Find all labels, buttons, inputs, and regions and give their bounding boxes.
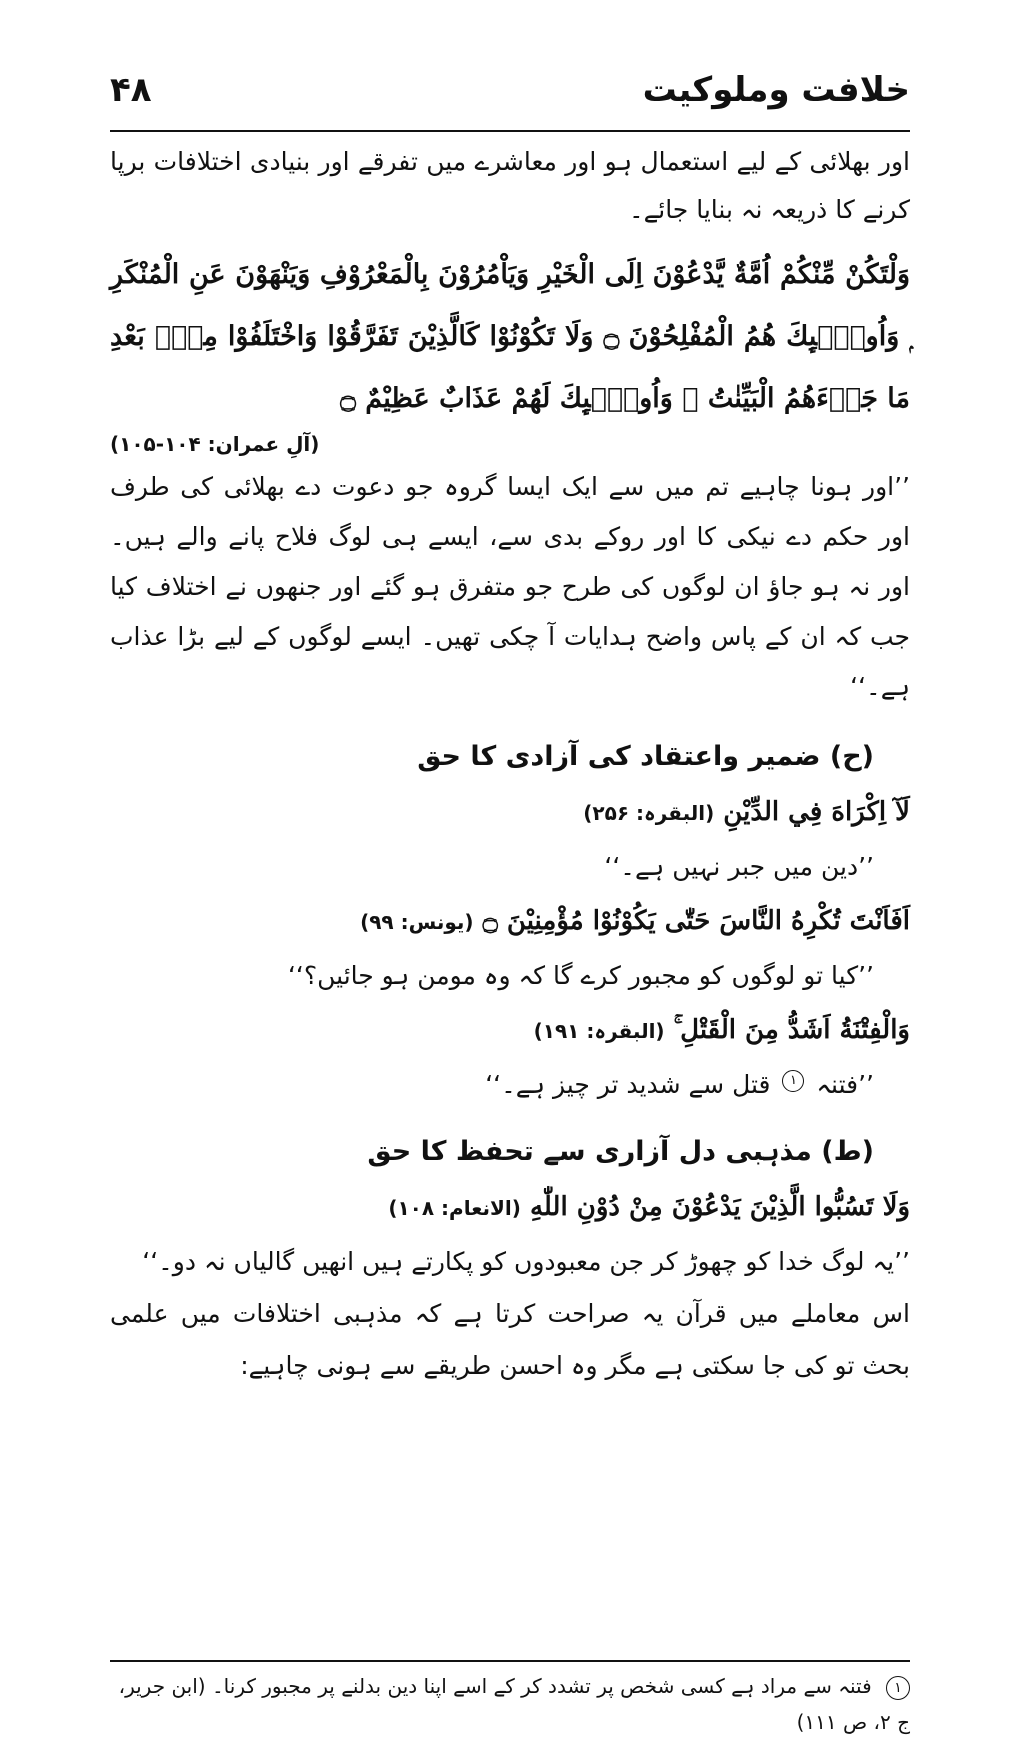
- translation-2: ’’دین میں جبر نہیں ہے۔‘‘: [604, 852, 874, 881]
- verse-reference-2: (البقرہ: ۲۵۶): [583, 801, 715, 825]
- footnote: [110, 1668, 910, 1740]
- verse-reference-1: (آلِ عمران: ۱۰۴-۱۰۵): [110, 432, 320, 456]
- footnote-mark: ۱: [886, 1676, 910, 1700]
- quran-verse-5: [110, 1179, 910, 1236]
- translation-5: ’’یہ لوگ خدا کو چھوڑ کر جن معبودوں کو پکارتے ہیں انھیں گالیاں نہ دو۔‘‘: [142, 1247, 910, 1276]
- section-heading-h: (ح) ضمیر واعتقاد کی آزادی کا حق: [417, 741, 874, 772]
- intro-paragraph: اور بھلائی کے لیے استعمال ہو اور معاشرے میں تفرقے اور بنیادی اختلافات برپا کرنے کا ذریعہ نہ بنایا جائے۔: [110, 147, 910, 224]
- translation-1: ’’اور ہونا چاہیے تم میں سے ایک ایسا گروہ جو دعوت دے بھلائی کی طرف اور حکم دے نیکی کا اور روکے بدی سے، ایسے ہی لوگ فلاح پانے والے ہیں۔ اور نہ ہو جاؤ ان لوگوں کی طرح جو متفرق ہو گئے اور جنھوں نے اختلاف کیا جب کہ ان کے پاس واضح ہدایات آ چکی تھیں۔ ایسے لوگوں کے لیے بڑا عذاب ہے۔‘‘: [110, 472, 910, 701]
- quran-verse-2-text: لَآ اِكْرَاهَ فِي الدِّيْنِ: [723, 797, 910, 827]
- translation-4-start: ’’فتنہ: [816, 1070, 874, 1099]
- translation-4: [110, 1059, 910, 1111]
- closing-paragraph: اس معاملے میں قرآن یہ صراحت کرتا ہے کہ مذہبی اختلافات میں علمی بحث تو کی جا سکتی ہے مگر وہ احسن طریقے سے ہونی چاہیے:: [110, 1299, 910, 1380]
- quran-verse-5-text: وَلَا تَسُبُّوا الَّذِيْنَ يَدْعُوْنَ مِنْ دُوْنِ اللّٰهِ: [529, 1192, 910, 1222]
- footnote-reference-mark[interactable]: ۱: [782, 1070, 804, 1092]
- translation-3: ’’کیا تو لوگوں کو مجبور کرے گا کہ وہ مومن ہو جائیں؟‘‘: [287, 961, 874, 990]
- footnote-rule: [110, 1660, 910, 1662]
- page-number: ۴۸: [110, 70, 152, 110]
- quran-verse-2: [110, 784, 910, 841]
- running-title: خلافت وملوکیت: [642, 70, 910, 110]
- quran-verse-3: [110, 893, 910, 950]
- footnote-text: فتنہ سے مراد ہے کسی شخص پر تشدد کر کے اسے اپنا دین بدلنے پر مجبور کرنا۔ (ابن جریر، ج ۲، ص ۱۱۱): [118, 1674, 910, 1734]
- quran-verse-1: وَلْتَكُنْ مِّنْكُمْ اُمَّةٌ يَّدْعُوْنَ اِلَى الْخَيْرِ وَيَاْمُرُوْنَ بِالْمَعْرُوْفِ وَيَنْهَوْنَ عَنِ الْمُنْكَرِ ۭ وَاُولٰۗىِٕكَ ھُمُ الْمُفْلِحُوْنَ ۝ وَلَا تَكُوْنُوْا كَالَّذِيْنَ تَفَرَّقُوْا وَاخْتَلَفُوْا مِنْۢ بَعْدِ مَا جَاۗءَھُمُ الْبَيِّنٰتُ ۭ وَاُولٰۗىِٕكَ لَھُمْ عَذَابٌ عَظِيْمٌ ۝: [110, 259, 910, 414]
- translation-4-end: قتل سے شدید تر چیز ہے۔‘‘: [485, 1070, 771, 1099]
- page-body: [110, 138, 910, 1392]
- quran-verse-4: [110, 1002, 910, 1059]
- quran-verse-4-text: وَالْفِتْنَةُ اَشَدُّ مِنَ الْقَتْلِ ۚ: [673, 1015, 910, 1045]
- verse-reference-3: (یونس: ۹۹): [360, 910, 474, 934]
- verse-reference-5: (الانعام: ۱۰۸): [388, 1196, 521, 1220]
- verse-reference-4: (البقرہ: ۱۹۱): [533, 1019, 665, 1043]
- quran-verse-3-text: اَفَاَنْتَ تُكْرِهُ النَّاسَ حَتّٰى يَكُوْنُوْا مُؤْمِنِيْنَ ۝: [482, 906, 910, 936]
- section-heading-t: (ط) مذہبی دل آزاری سے تحفظ کا حق: [367, 1136, 874, 1167]
- page-header: [110, 70, 910, 126]
- header-rule: [110, 130, 910, 132]
